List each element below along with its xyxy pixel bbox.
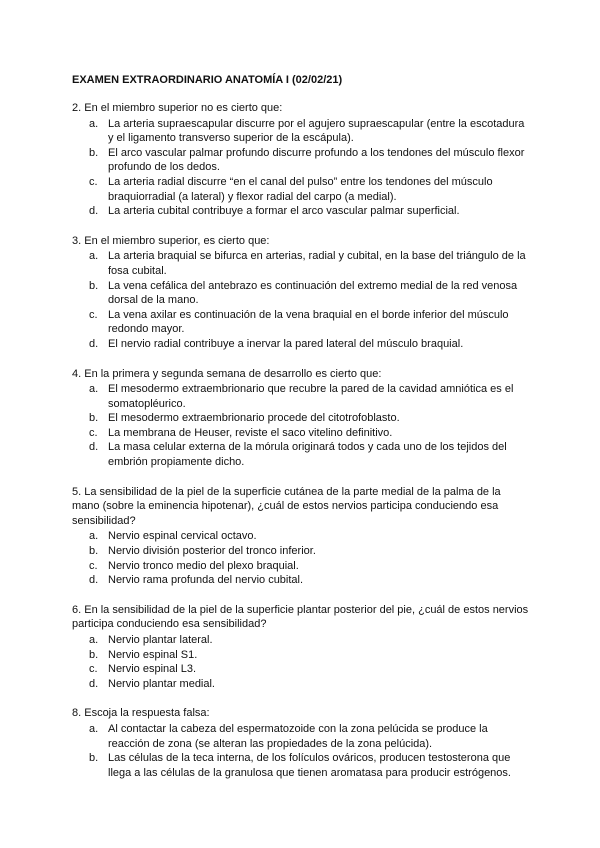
- option-text: La vena axilar es continuación de la vena braquial en el borde inferior del músculo redondo mayor.: [108, 308, 509, 336]
- option-item: [72, 751, 530, 780]
- option-letter: d.: [89, 441, 99, 454]
- option-text: Nervio tronco medio del plexo braquial.: [108, 559, 299, 572]
- option-letter: b.: [89, 279, 99, 292]
- option-letter: d.: [89, 677, 99, 690]
- option-text: Nervio espinal cervical octavo.: [108, 530, 257, 543]
- option-item: [72, 662, 530, 677]
- option-text: Al contactar la cabeza del espermatozoide con la zona pelúcida se produce la reacción de zona (se alteran las propiedades de la zona pelúcida).: [108, 722, 488, 750]
- question-text: 5. La sensibilidad de la piel de la superficie cutánea de la parte medial de la palma de la mano (sobre la eminencia hipotenar), ¿cuál de estos nervios participa conduciendo esa sensibilidad?: [72, 485, 501, 527]
- option-letter: a.: [89, 634, 99, 646]
- option-item: [72, 175, 530, 204]
- question-8: [72, 706, 530, 780]
- option-text: El arco vascular palmar profundo discurre profundo a los tendones del músculo flexor profundo de los dedos.: [108, 146, 525, 174]
- option-text: La arteria braquial se bifurca en arterias, radial y cubital, en la base del triángulo de la fosa cubital.: [108, 250, 526, 277]
- question-5: [72, 485, 530, 588]
- option-letter: c.: [89, 426, 98, 439]
- option-item: [72, 337, 530, 352]
- option-item: [72, 411, 530, 426]
- question-text: 8. Escoja la respuesta falsa:: [72, 707, 210, 720]
- option-list: [72, 117, 530, 219]
- option-text: La arteria supraescapular discurre por el agujero supraescapular (entre la escotadura y el ligamento transverso superior de la escápula).: [108, 117, 525, 145]
- option-letter: a.: [89, 530, 99, 543]
- question-4: [72, 367, 530, 470]
- option-list: [72, 382, 530, 470]
- option-letter: b.: [89, 412, 99, 425]
- option-item: [72, 382, 530, 411]
- option-item: [72, 426, 530, 441]
- option-text: Nervio espinal L3.: [108, 663, 197, 676]
- option-text: Nervio rama profunda del nervio cubital.: [108, 574, 304, 587]
- option-text: Nervio plantar lateral.: [108, 634, 213, 646]
- question-text: 4. En la primera y segunda semana de desarrollo es cierto que:: [72, 367, 382, 380]
- option-text: La vena cefálica del antebrazo es continuación del extremo medial de la red venosa dorsal de la mano.: [108, 279, 518, 307]
- option-item: [72, 146, 530, 175]
- option-item: [72, 308, 530, 337]
- question-text: 3. En el miembro superior, es cierto que:: [72, 234, 270, 247]
- option-text: Las células de la teca interna, de los folículos ováricos, producen testosterona que llega a las células de la granulosa que tienen aromatasa para producir estrógenos.: [108, 752, 511, 779]
- option-item: [72, 529, 530, 544]
- option-text: El nervio radial contribuye a inervar la pared lateral del músculo braquial.: [108, 337, 464, 350]
- option-letter: d.: [89, 337, 99, 350]
- option-text: El mesodermo extraembrionario que recubre la pared de la cavidad amniótica es el somatopléurico.: [108, 383, 514, 410]
- option-text: El mesodermo extraembrionario procede del citotrofoblasto.: [108, 412, 400, 425]
- question-6: [72, 603, 530, 692]
- option-letter: b.: [89, 146, 99, 159]
- option-letter: b.: [89, 545, 99, 558]
- question-3: [72, 234, 530, 352]
- option-letter: b.: [89, 752, 99, 765]
- question-text: 2. En el miembro superior no es cierto que:: [72, 102, 283, 114]
- question-text: 6. En la sensibilidad de la piel de la superficie plantar posterior del pie, ¿cuál de estos nervios participa conduciendo esa sensibilidad?: [72, 603, 529, 631]
- option-text: La arteria radial discurre “en el canal del pulso” entre los tendones del músculo braquiorradial (a lateral) y flexor radial del carpo (a medial).: [108, 175, 493, 203]
- option-letter: a.: [89, 117, 99, 130]
- option-item: [72, 648, 530, 663]
- option-list: [72, 633, 530, 691]
- option-text: La masa celular externa de la mórula originará todos y cada uno de los tejidos del embrión propiamente dicho.: [108, 441, 507, 469]
- option-letter: a.: [89, 722, 99, 735]
- option-item: [72, 117, 530, 146]
- option-list: [72, 249, 530, 351]
- option-text: La membrana de Heuser, reviste el saco vitelino definitivo.: [108, 426, 393, 439]
- option-item: [72, 633, 530, 648]
- option-item: [72, 573, 530, 588]
- option-text: Nervio división posterior del tronco inferior.: [108, 545, 316, 558]
- option-item: [72, 722, 530, 751]
- option-text: La arteria cubital contribuye a formar el arco vascular palmar superficial.: [108, 205, 460, 218]
- option-letter: c.: [89, 663, 98, 676]
- option-item: [72, 440, 530, 469]
- option-letter: a.: [89, 250, 99, 263]
- option-letter: d.: [89, 205, 99, 218]
- option-item: [72, 204, 530, 219]
- option-letter: d.: [89, 574, 99, 587]
- option-text: Nervio espinal S1.: [108, 648, 198, 661]
- option-text: Nervio plantar medial.: [108, 677, 215, 690]
- option-letter: c.: [89, 175, 98, 188]
- exam-title: EXAMEN EXTRAORDINARIO ANATOMÍA I (02/02/21): [72, 74, 343, 86]
- option-list: [72, 722, 530, 780]
- option-letter: a.: [89, 383, 99, 396]
- option-item: [72, 544, 530, 559]
- option-letter: c.: [89, 559, 98, 572]
- option-item: [72, 677, 530, 692]
- option-list: [72, 529, 530, 587]
- question-2: [72, 101, 530, 219]
- option-item: [72, 279, 530, 308]
- option-letter: c.: [89, 308, 98, 321]
- option-item: [72, 249, 530, 278]
- option-item: [72, 559, 530, 574]
- option-letter: b.: [89, 648, 99, 661]
